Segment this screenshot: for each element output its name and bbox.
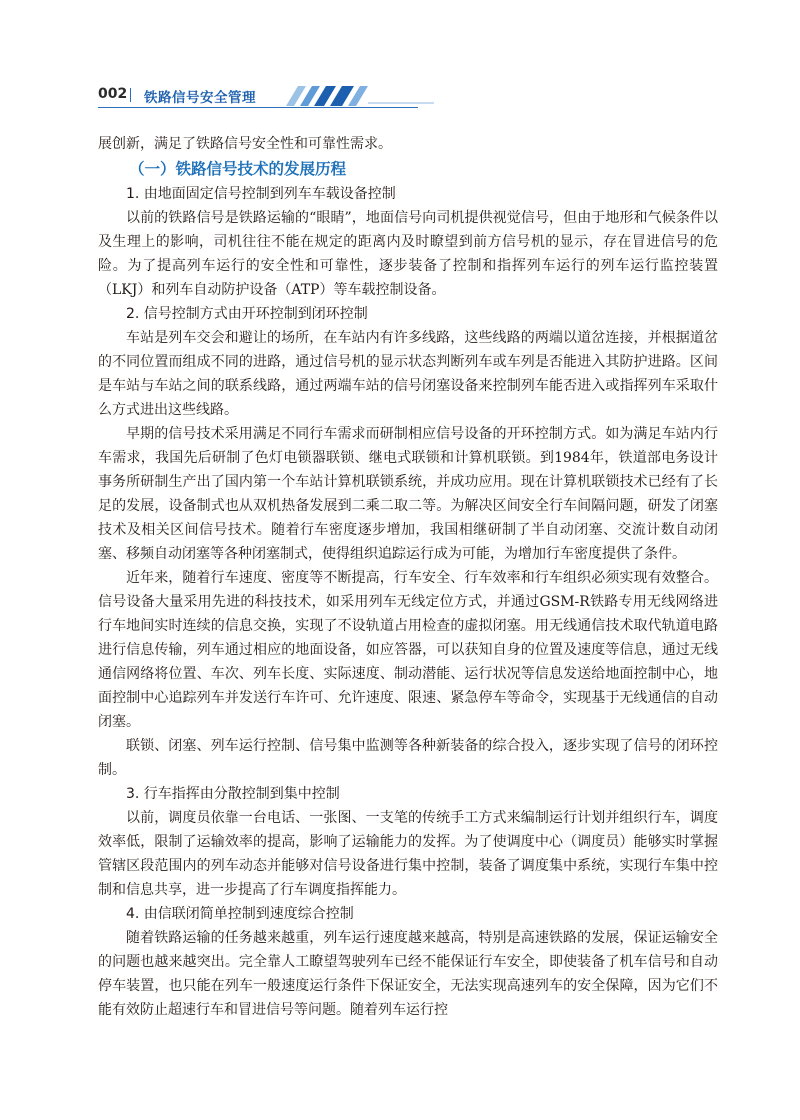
paragraph: 随着铁路运输的任务越来越重，列车运行速度越来越高，特别是高速铁路的发展，保证运输安全的问题也越来越突出。完全靠人工瞭望驾驶列车已经不能保证行车安全，即使装备了机车信号和自动停车装置，也只能在列车一般速度运行条件下保证安全，无法实现高速列车的安全保障，因为它们不能有效防止超速行车和冒进信号等问题。随着列车运行控	[98, 930, 718, 1018]
paragraph: 早期的信号技术采用满足不同行车需求而研制相应信号设备的开环控制方式。如为满足车站内行车需求，我国先后研制了色灯电锁器联锁、继电式联锁和计算机联锁。到1984年，铁道部电务设计事务所研制生产出了国内第一个车站计算机联锁系统，并成功应用。现在计算机联锁技术已经有了长足的发展，设备制式也从双机热备发展到二乘二取二等。为解决区间安全行车间隔问题，研发了闭塞技术及相关区间信号技术。随着行车密度逐步增加，我国相继研制了半自动闭塞、交流计数自动闭塞、移频自动闭塞等各种闭塞制式，使得组织追踪运行成为可能，为增加行车密度提供了条件。	[98, 426, 718, 562]
paragraph: 联锁、闭塞、列车运行控制、信号集中监测等各种新装备的综合投入，逐步实现了信号的闭环控制。	[98, 738, 718, 778]
item-heading-3: 3. 行车指挥由分散控制到集中控制	[126, 786, 340, 802]
item-heading-1: 1. 由地面固定信号控制到列车车载设备控制	[126, 186, 396, 202]
running-header	[98, 82, 738, 108]
header-divider	[130, 88, 131, 102]
header-rule	[98, 107, 418, 108]
page-number: 002	[98, 86, 128, 102]
section-heading: （一）铁路信号技术的发展历程	[129, 160, 347, 178]
paragraph: 车站是列车交会和避让的场所，在车站内有许多线路，这些线路的两端以道岔连接，并根据道岔的不同位置而组成不同的进路，通过信号机的显示状态判断列车或车列是否能进入其防护进路。区间是车站与车站之间的联系线路，通过两端车站的信号闭塞设备来控制列车能否进入或指挥列车采取什么方式进出这些线路。	[98, 330, 718, 418]
item-heading-4: 4. 由信联闭简单控制到速度综合控制	[126, 906, 354, 922]
book-title: 铁路信号安全管理	[144, 90, 256, 106]
item-heading-2: 2. 信号控制方式由开环控制到闭环控制	[126, 306, 368, 322]
header-stripes-decoration	[274, 86, 434, 106]
paragraph: 近年来，随着行车速度、密度等不断提高，行车安全、行车效率和行车组织必须实现有效整合。信号设备大量采用先进的科技技术，如采用列车无线定位方式，并通过GSM-R铁路专用无线网络进行车地间实时连续的信息交换，实现了不设轨道占用检查的虚拟闭塞。用无线通信技术取代轨道电路进行信息传输，列车通过相应的地面设备，如应答器，可以获知自身的位置及速度等信息，通过无线通信网络将位置、车次、列车长度、实际速度、制动潜能、运行状况等信息发送给地面控制中心，地面控制中心追踪列车并发送行车许可、允许速度、限速、紧急停车等命令，实现基于无线通信的自动闭塞。	[98, 570, 718, 730]
page-body	[98, 132, 718, 1022]
continued-paragraph: 展创新，满足了铁路信号安全性和可靠性需求。	[98, 136, 392, 152]
paragraph: 以前，调度员依靠一台电话、一张图、一支笔的传统手工方式来编制运行计划并组织行车，调度效率低，限制了运输效率的提高，影响了运输能力的发挥。为了使调度中心（调度员）能够实时掌握管辖区段范围内的列车动态并能够对信号设备进行集中控制，装备了调度集中系统，实现行车集中控制和信息共享，进一步提高了行车调度指挥能力。	[98, 810, 718, 898]
paragraph: 以前的铁路信号是铁路运输的“眼睛”，地面信号向司机提供视觉信号，但由于地形和气候条件以及生理上的影响，司机往往不能在规定的距离内及时瞭望到前方信号机的显示，存在冒进信号的危险。为了提高列车运行的安全性和可靠性，逐步装备了控制和指挥列车运行的列车运行监控装置（LKJ）和列车自动防护设备（ATP）等车载控制设备。	[98, 210, 718, 298]
